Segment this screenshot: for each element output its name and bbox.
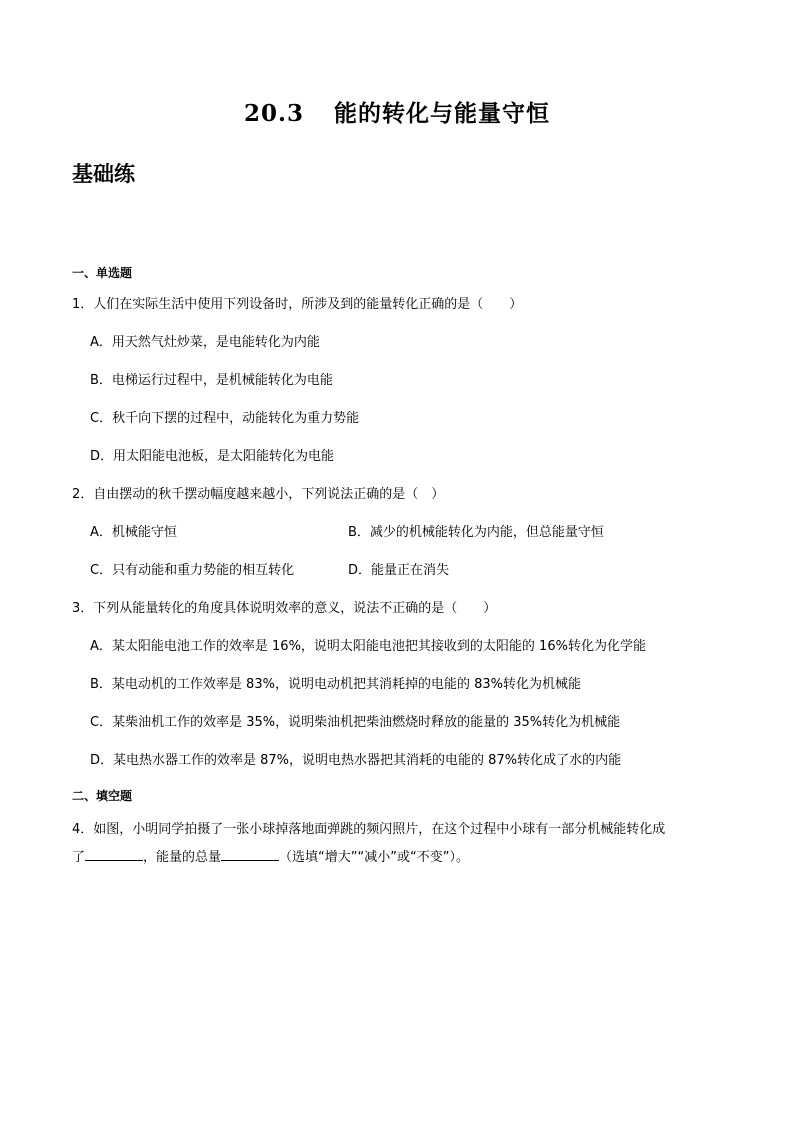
question-3-stem: 3．下列从能量转化的角度具体说明效率的意义，说法不正确的是（ ） (72, 601, 497, 616)
page-title (0, 95, 794, 128)
chapter-title: 能的转化与能量守恒 (334, 100, 551, 127)
question-2-option-c: C．只有动能和重力势能的相互转化 (90, 563, 295, 578)
subtitle: 基础练 (72, 161, 135, 186)
question-4-text-start: 了 (72, 850, 86, 865)
question-3-option-d: D．某电热水器工作的效率是 87%，说明电热水器把其消耗的电能的 87%转化成了水的内能 (90, 753, 622, 768)
question-1-option-b: B．电梯运行过程中，是机械能转化为电能 (90, 373, 333, 388)
chapter-number: 20.3 (243, 100, 305, 127)
question-2-option-d: D．能量正在消失 (348, 563, 450, 578)
question-1-option-c: C．秋千向下摆的过程中，动能转化为重力势能 (90, 411, 360, 426)
question-4-line-2 (72, 846, 469, 865)
question-2-option-a: A．机械能守恒 (90, 525, 177, 540)
question-4-text-end: （选填“增大”“减小”或“不变”）。 (279, 850, 469, 865)
question-2-stem: 2．自由摆动的秋千摆动幅度越来越小，下列说法正确的是（ ） (72, 487, 445, 502)
section-heading-single-choice: 一、单选题 (72, 266, 133, 280)
question-3-option-c: C．某柴油机工作的效率是 35%，说明柴油机把柴油燃烧时释放的能量的 35%转化为机械能 (90, 715, 621, 730)
section-heading-fill-blank: 二、填空题 (72, 789, 133, 803)
question-4-text-mid: ，能量的总量 (143, 850, 222, 865)
question-3-option-a: A．某太阳能电池工作的效率是 16%，说明太阳能电池把其接收到的太阳能的 16%转化为化学能 (90, 639, 646, 654)
question-3-option-b: B．某电动机的工作效率是 83%，说明电动机把其消耗掉的电能的 83%转化为机械能 (90, 677, 581, 692)
question-2-option-b: B．减少的机械能转化为内能，但总能量守恒 (348, 525, 604, 540)
question-1-option-a: A．用天然气灶炒菜，是电能转化为内能 (90, 335, 320, 350)
question-1-option-d: D．用太阳能电池板，是太阳能转化为电能 (90, 449, 335, 464)
answer-blank-2[interactable] (221, 848, 279, 861)
question-4-line-1: 4．如图，小明同学拍摄了一张小球掉落地面弹跳的频闪照片，在这个过程中小球有一部分机械能转化成 (72, 822, 666, 837)
question-1-stem: 1．人们在实际生活中使用下列设备时，所涉及到的能量转化正确的是（ ） (72, 297, 523, 312)
answer-blank-1[interactable] (85, 848, 143, 861)
